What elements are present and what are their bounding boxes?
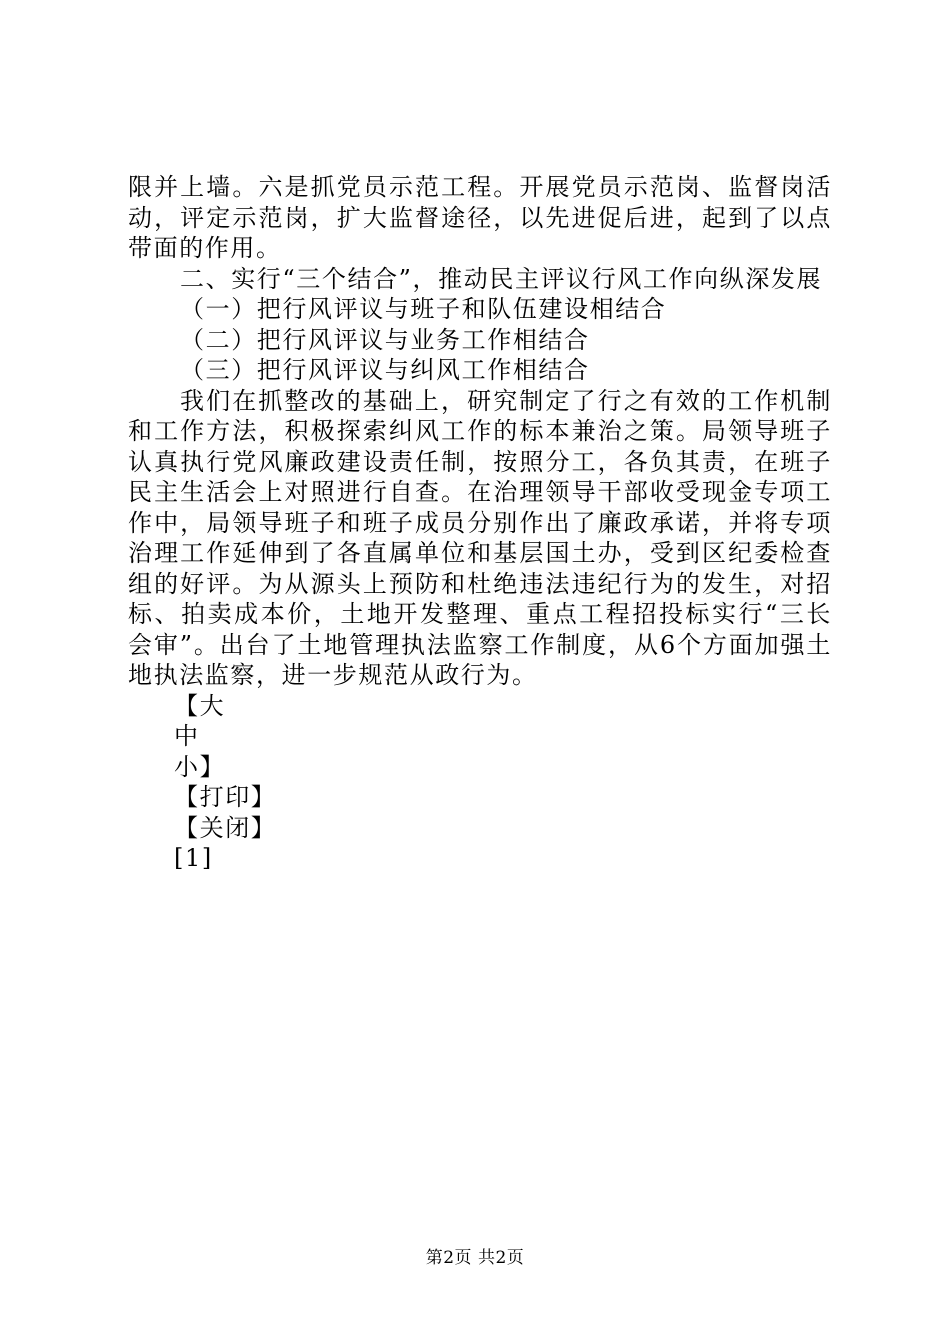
print-link[interactable]: 【打印】 <box>174 783 277 811</box>
document-body <box>128 172 832 874</box>
close-link[interactable]: 【关闭】 <box>174 813 277 842</box>
section-heading-two: 二、实行“三个结合”，推动民主评议行风工作向纵深发展 <box>180 264 823 293</box>
subheading-two: （二）把行风评议与业务工作相结合 <box>180 325 590 354</box>
page-number-link[interactable]: [1] <box>174 844 213 872</box>
subheading-one: （一）把行风评议与班子和队伍建设相结合 <box>180 295 667 323</box>
subheading-three: （三）把行风评议与纠风工作相结合 <box>180 356 590 384</box>
paragraph-continuation: 限并上墙。六是抓党员示范工程。开展党员示范岗、监督岗活动，评定示范岗，扩大监督途径，以先进促后进，起到了以点带面的作用。 <box>128 173 832 262</box>
font-size-small-link[interactable]: 小】 <box>174 752 226 781</box>
page-footer: 第2页 共2页 <box>425 1248 525 1268</box>
page-links <box>128 691 832 874</box>
paragraph-main: 我们在抓整改的基础上，研究制定了行之有效的工作机制和工作方法，积极探索纠风工作的标本兼治之策。局领导班子认真执行党风廉政建设责任制，按照分工，各负其责，在班子民主生活会上对照进行自查。在治理领导干部收受现金专项工作中，局领导班子和班子成员分别作出了廉政承诺，并将专项治理工作延伸到了各直属单位和基层国土办，受到区纪委检查组的好评。为从源头上预防和杜绝违法违纪行为的发生，对招标、拍卖成本价，土地开发整理、重点工程招投标实行“三长会审”。出台了土地管理执法监察工作制度，从6个方面加强土地执法监察，进一步规范从政行为。 <box>128 386 832 689</box>
font-size-medium-link[interactable]: 中 <box>174 722 200 750</box>
font-size-large-link[interactable]: 【大 <box>174 691 226 720</box>
